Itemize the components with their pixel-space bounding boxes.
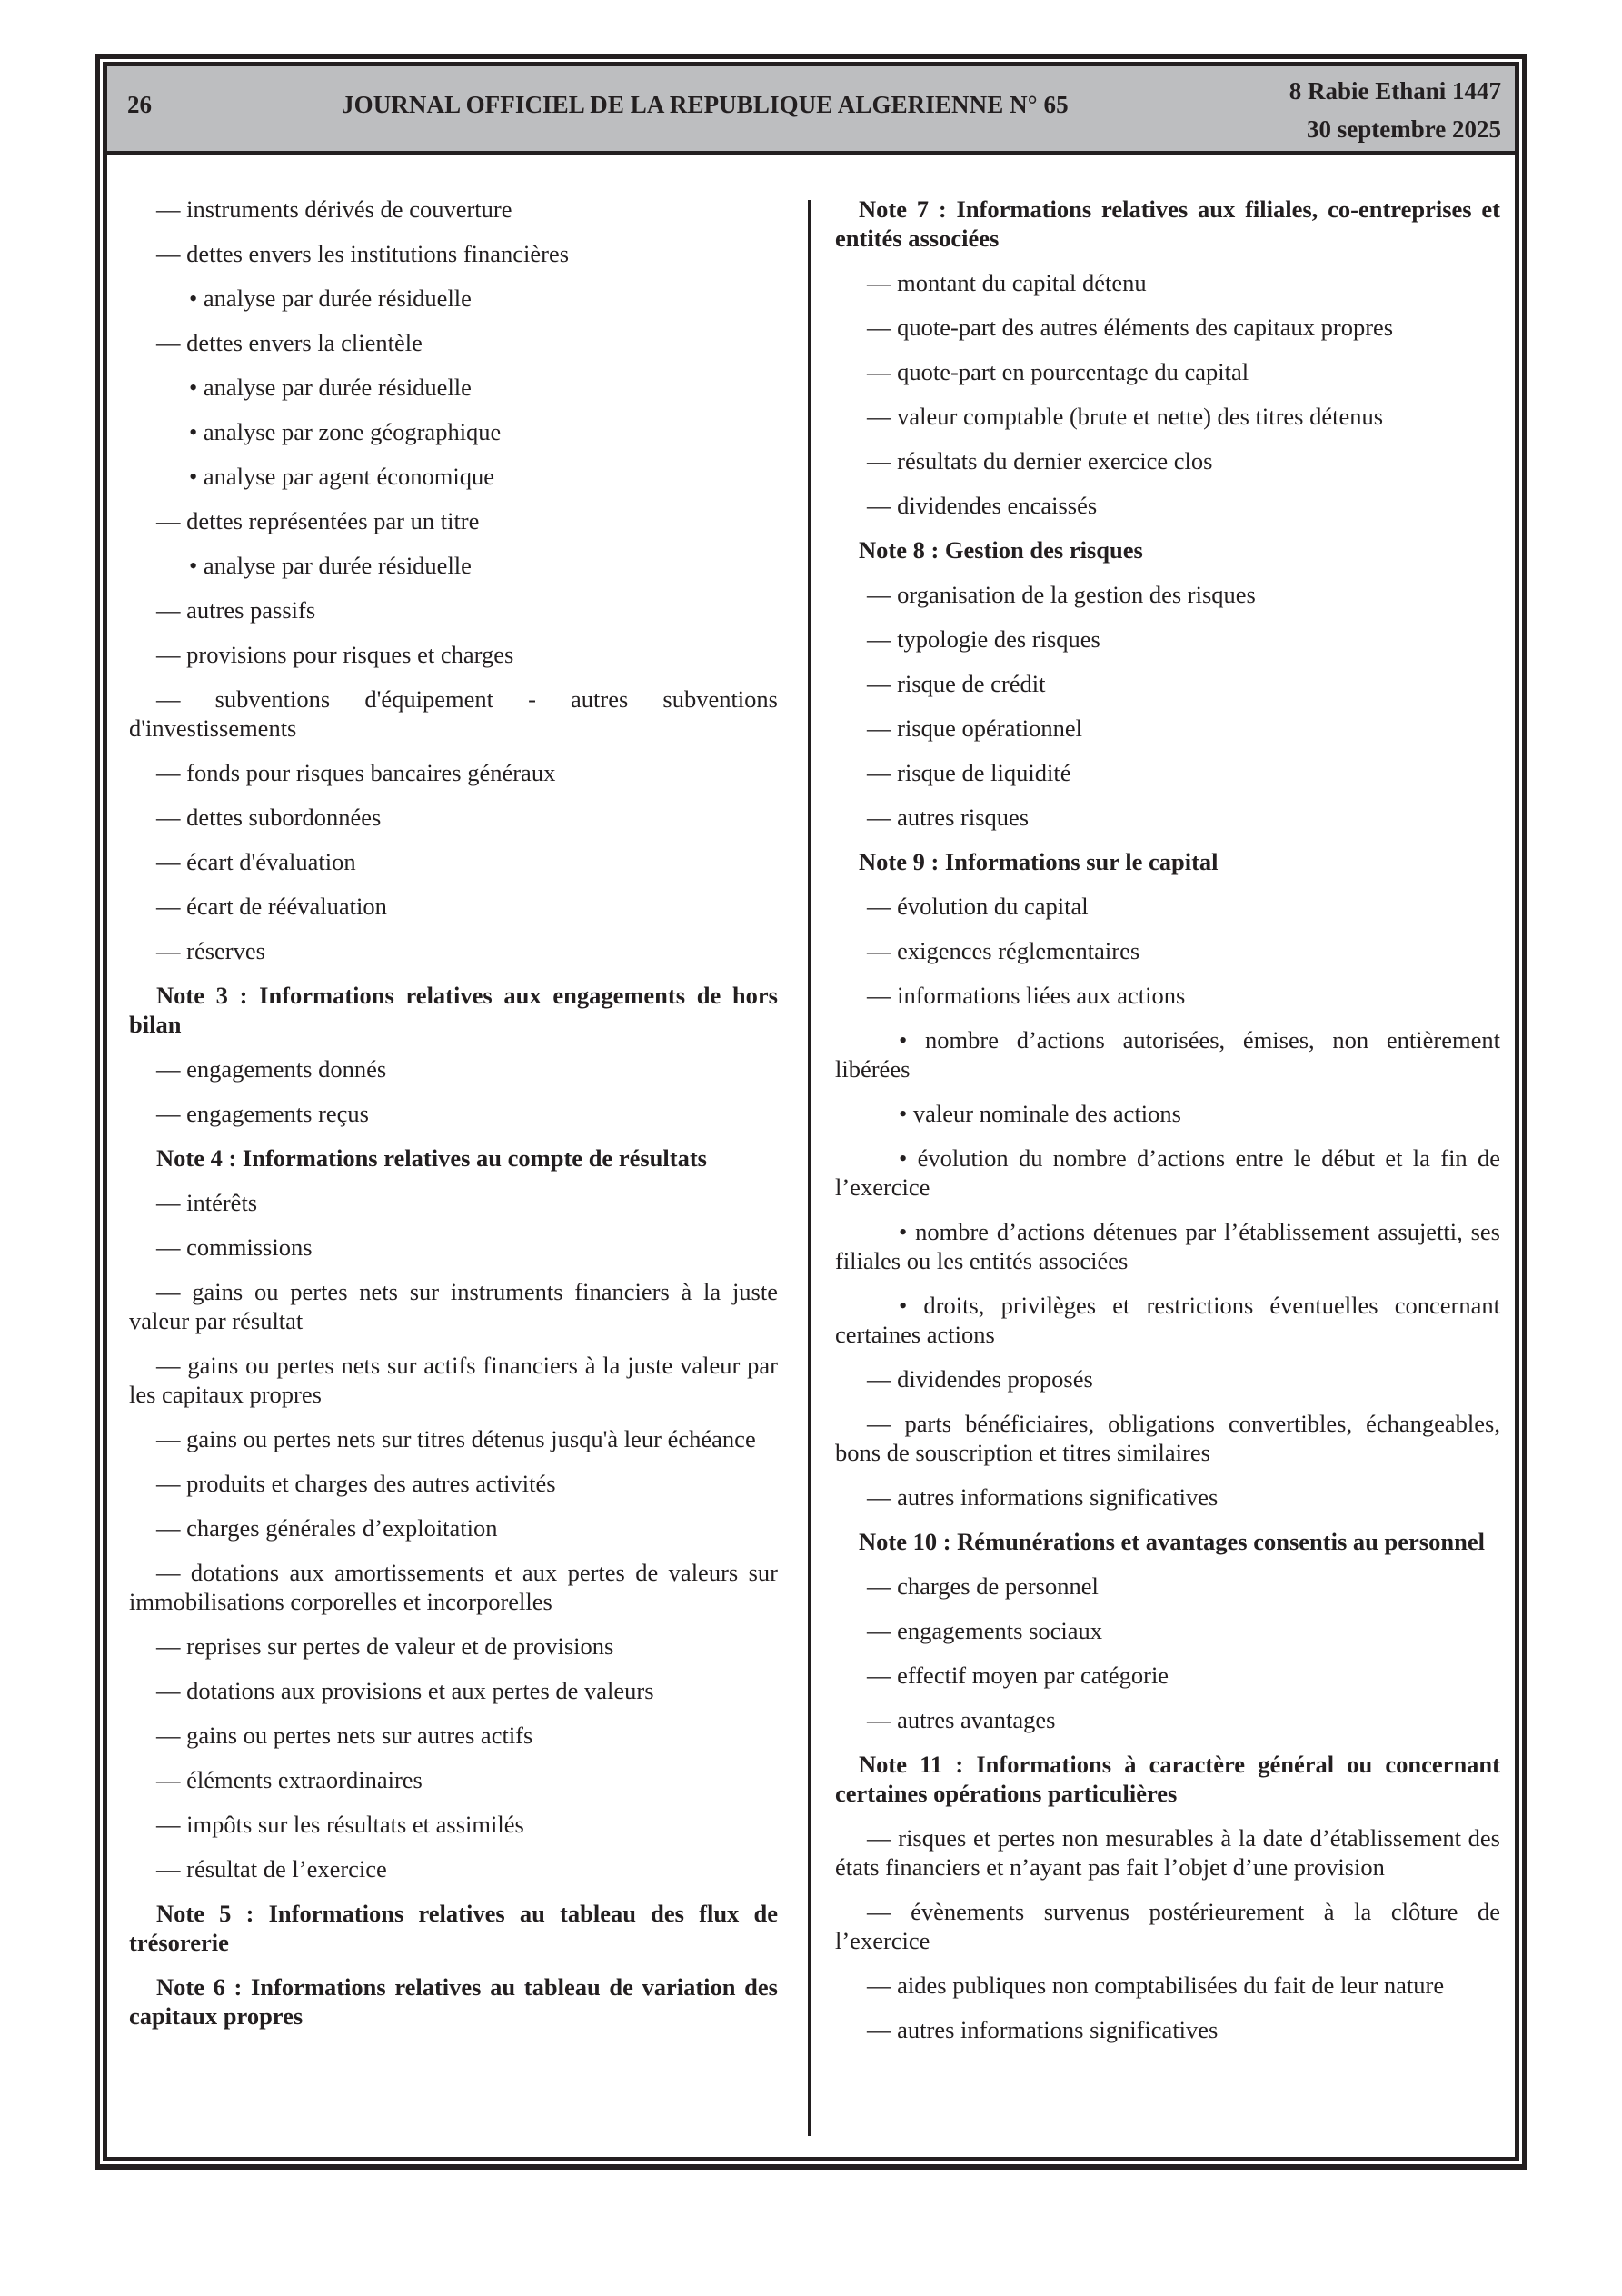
list-item: — dettes envers les institutions financières	[156, 240, 570, 267]
list-item: — dettes envers la clientèle	[156, 329, 423, 356]
list-item: — risque de crédit	[867, 670, 1046, 697]
left-column	[129, 195, 778, 2046]
list-item: — résultats du dernier exercice clos	[867, 447, 1213, 474]
list-item: — impôts sur les résultats et assimilés	[156, 1811, 524, 1838]
note-heading: Note 9 : Informations sur le capital	[859, 848, 1219, 875]
list-item: — dettes représentées par un titre	[156, 507, 480, 534]
list-item: — gains ou pertes nets sur actifs financiers à la juste valeur par les capitaux propres	[129, 1352, 778, 1408]
list-item: — produits et charges des autres activités	[156, 1470, 556, 1497]
note-heading: Note 5 : Informations relatives au tableau des flux de trésorerie	[129, 1900, 778, 1956]
list-item: — autres passifs	[156, 596, 316, 624]
list-item: — écart de réévaluation	[156, 893, 387, 920]
list-item: — charges de personnel	[867, 1572, 1099, 1600]
list-item: — gains ou pertes nets sur titres détenus jusqu'à leur échéance	[156, 1425, 756, 1452]
list-item: — engagements sociaux	[867, 1617, 1103, 1644]
list-item: — risques et pertes non mesurables à la date d’établissement des états financiers et n’ayant pas fait l’objet d’une provision	[835, 1824, 1500, 1881]
list-item: — écart d'évaluation	[156, 848, 356, 875]
right-column	[835, 195, 1500, 2060]
note-heading: Note 11 : Informations à caractère général ou concernant certaines opérations particulières	[835, 1751, 1500, 1807]
note-heading: Note 6 : Informations relatives au tableau de variation des capitaux propres	[129, 1973, 778, 2030]
list-item: — commissions	[156, 1233, 313, 1261]
list-item: — autres risques	[867, 804, 1030, 831]
list-item: — valeur comptable (brute et nette) des titres détenus	[867, 403, 1384, 430]
list-item: — autres informations significatives	[867, 1483, 1219, 1511]
sub-list-item: • nombre d’actions autorisées, émises, non entièrement libérées	[835, 1026, 1500, 1083]
list-item: — parts bénéficiaires, obligations convertibles, échangeables, bons de souscription et titres similaires	[835, 1410, 1500, 1466]
sub-list-item: • nombre d’actions détenues par l’établissement assujetti, ses filiales ou les entités associées	[835, 1218, 1500, 1274]
list-item: — intérêts	[156, 1189, 258, 1216]
gregorian-date: 30 septembre 2025	[1307, 115, 1501, 143]
sub-list-item: • évolution du nombre d’actions entre le début et la fin de l’exercice	[835, 1144, 1500, 1201]
note-heading: Note 8 : Gestion des risques	[859, 536, 1143, 564]
note-heading: Note 7 : Informations relatives aux filiales, co-entreprises et entités associées	[835, 195, 1500, 252]
list-item: — risque opérationnel	[867, 714, 1082, 742]
list-item: — résultat de l’exercice	[156, 1855, 387, 1882]
list-item: — montant du capital détenu	[867, 269, 1147, 296]
list-item: — dividendes encaissés	[867, 492, 1098, 519]
list-item: — évènements survenus postérieurement à la clôture de l’exercice	[835, 1898, 1500, 1954]
list-item: — informations liées aux actions	[867, 982, 1186, 1009]
list-item: — aides publiques non comptabilisées du fait de leur nature	[867, 1972, 1445, 1999]
page-number: 26	[127, 91, 152, 118]
list-item: — typologie des risques	[867, 625, 1100, 653]
hijri-date: 8 Rabie Ethani 1447	[1289, 77, 1501, 105]
sub-list-item: • analyse par zone géographique	[189, 418, 502, 445]
list-item: — reprises sur pertes de valeur et de provisions	[156, 1632, 614, 1660]
list-item: — engagements donnés	[156, 1055, 387, 1083]
list-item: — quote-part en pourcentage du capital	[867, 358, 1249, 385]
sub-list-item: • droits, privilèges et restrictions éventuelles concernant certaines actions	[835, 1292, 1500, 1348]
sub-list-item: • analyse par durée résiduelle	[189, 374, 472, 401]
list-item: — charges générales d’exploitation	[156, 1514, 498, 1542]
journal-title: JOURNAL OFFICIEL DE LA REPUBLIQUE ALGERIENNE N° 65	[342, 91, 1069, 118]
list-item: — provisions pour risques et charges	[156, 641, 514, 668]
list-item: — exigences réglementaires	[867, 937, 1140, 964]
sub-list-item: • valeur nominale des actions	[899, 1100, 1181, 1127]
list-item: — autres avantages	[867, 1706, 1056, 1733]
list-item: — dividendes proposés	[867, 1365, 1093, 1393]
list-item: — gains ou pertes nets sur autres actifs	[156, 1722, 533, 1749]
sub-list-item: • analyse par durée résiduelle	[189, 552, 472, 579]
column-divider	[808, 200, 811, 2136]
list-item: — évolution du capital	[867, 893, 1089, 920]
note-heading: Note 4 : Informations relatives au compte de résultats	[156, 1144, 707, 1172]
note-heading: Note 3 : Informations relatives aux engagements de hors bilan	[129, 982, 778, 1038]
list-item: — subventions d'équipement - autres subventions d'investissements	[129, 685, 778, 742]
list-item: — gains ou pertes nets sur instruments financiers à la juste valeur par résultat	[129, 1278, 778, 1334]
list-item: — effectif moyen par catégorie	[867, 1662, 1169, 1689]
list-item: — engagements reçus	[156, 1100, 369, 1127]
journal-header	[107, 66, 1515, 155]
list-item: — dettes subordonnées	[156, 804, 382, 831]
list-item: — autres informations significatives	[867, 2016, 1219, 2043]
list-item: — organisation de la gestion des risques	[867, 581, 1256, 608]
list-item: — dotations aux provisions et aux pertes de valeurs	[156, 1677, 654, 1704]
list-item: — éléments extraordinaires	[156, 1766, 423, 1793]
note-heading: Note 10 : Rémunérations et avantages consentis au personnel	[859, 1528, 1485, 1555]
list-item: — réserves	[156, 937, 265, 964]
list-item: — fonds pour risques bancaires généraux	[156, 759, 556, 786]
list-item: — quote-part des autres éléments des capitaux propres	[867, 314, 1394, 341]
sub-list-item: • analyse par durée résiduelle	[189, 285, 472, 312]
issue-date	[1289, 72, 1501, 148]
list-item: — dotations aux amortissements et aux pertes de valeurs sur immobilisations corporelles et incorporelles	[129, 1559, 778, 1615]
list-item: — risque de liquidité	[867, 759, 1071, 786]
list-item: — instruments dérivés de couverture	[156, 195, 512, 223]
sub-list-item: • analyse par agent économique	[189, 463, 494, 490]
